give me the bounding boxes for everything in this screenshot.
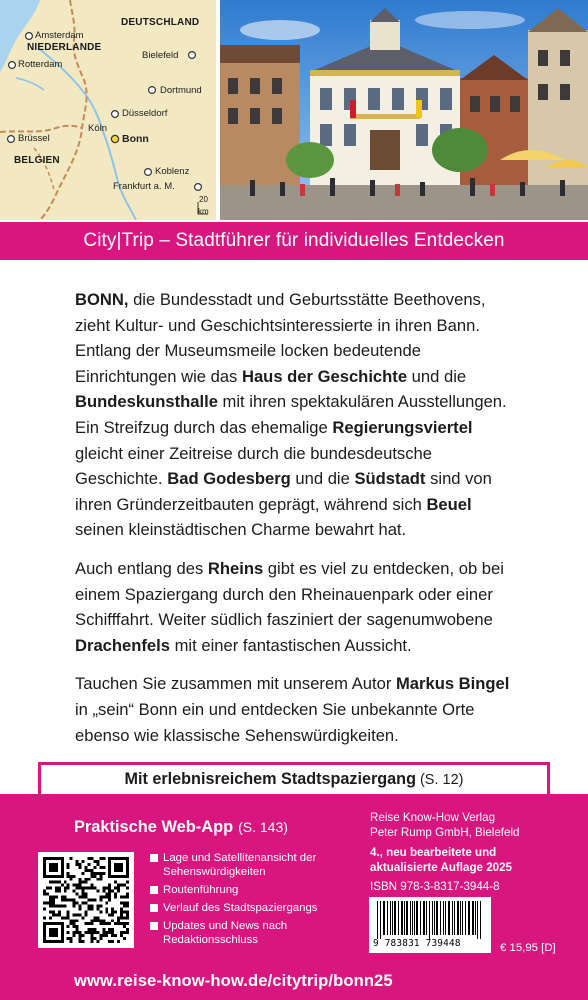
cover-top: [0, 0, 588, 220]
text-segment: mit ihren spektakulären Ausstellungen. Ein Streifzug durch das ehemalige: [75, 392, 507, 437]
map-country-belgium: BELGIEN: [14, 155, 60, 166]
feature-item: Lage und Satellitenansicht der Sehenswürdigkeiten: [150, 851, 350, 879]
webapp-feature-list: [150, 851, 350, 951]
isbn-number: ISBN 978-3-8317-3944-8: [370, 880, 500, 893]
blurb-text: [75, 287, 511, 761]
highlight-bundeskunsthalle: Bundeskunsthalle: [75, 392, 218, 412]
price-label: € 15,95 [D]: [500, 942, 556, 954]
edition-info: [370, 846, 580, 875]
city-walk-page-ref: (S. 12): [419, 772, 464, 788]
map-city-rotterdam: Rotterdam: [18, 59, 63, 70]
feature-item: Updates und News nach Redaktionsschluss: [150, 919, 350, 947]
text-segment: und die: [290, 469, 355, 489]
blurb-paragraph-3: [75, 671, 511, 748]
series-tagline: City|Trip – Stadtführer für individuelles Entdecken: [0, 222, 588, 260]
city-walk-label: Mit erlebnisreichem Stadtspaziergang: [124, 770, 416, 788]
blurb-intro-bold: BONN,: [75, 290, 129, 309]
highlight-drachenfels: Drachenfels: [75, 635, 170, 655]
webapp-url-link[interactable]: www.reise-know-how.de/citytrip/bonn25: [74, 971, 393, 990]
map-city-duesseldorf: Düsseldorf: [122, 108, 168, 119]
webapp-page-ref: (S. 143): [238, 819, 288, 835]
map-city-koblenz: Koblenz: [155, 166, 190, 177]
barcode: [369, 897, 491, 953]
map-city-amsterdam: Amsterdam: [35, 30, 84, 41]
highlight-rheins: Rheins: [207, 558, 264, 578]
map-country-netherlands: NIEDERLANDE: [27, 42, 102, 53]
text-segment: Auch entlang des: [75, 558, 208, 578]
text-segment: die Bundesstadt und Geburtsstätte Beethovens, zieht Kultur- und Geschichtsinteressierte in ihren Bann. Entlang der Museumsmeile locken bedeutende Einrichtungen wie das: [75, 290, 486, 386]
feature-item: Verlauf des Stadtspaziergangs: [150, 901, 350, 915]
map-country-germany: DEUTSCHLAND: [121, 17, 200, 28]
text-segment: gleicht einer Zeitreise durch die bundesdeutsche Geschichte.: [75, 443, 432, 489]
text-segment: und die: [407, 366, 467, 386]
text-segment: seinen kleinstädtischen Charme bewahrt hat.: [75, 520, 407, 540]
map-city-frankfurt: Frankfurt a. M.: [113, 181, 175, 192]
publisher-info: [370, 811, 580, 840]
map-scale-unit: km: [198, 207, 209, 216]
blurb-paragraph-1: [75, 287, 511, 543]
highlight-regierungsviertel: Regierungsviertel: [332, 417, 473, 437]
map-scale-value: 20: [199, 195, 208, 204]
map-graphic: [0, 0, 218, 220]
highlight-author: Markus Bingel: [395, 674, 510, 694]
webapp-heading: [74, 818, 288, 837]
qr-code-icon[interactable]: [38, 852, 134, 948]
city-walk-banner: [38, 762, 550, 794]
highlight-haus-der-geschichte: Haus der Geschichte: [241, 366, 408, 386]
map-city-bonn: Bonn: [122, 133, 149, 145]
publisher-name: Reise Know-How Verlag: [370, 811, 496, 824]
info-panel: [0, 794, 588, 1000]
qr-code-graphic: [43, 857, 129, 943]
barcode-digits: 9 783831 739448: [373, 938, 461, 949]
barcode-bars: [375, 901, 485, 939]
map-city-bielefeld: Bielefeld: [142, 50, 179, 61]
text-segment: mit einer fantastischen Aussicht.: [170, 635, 412, 655]
webapp-title: Praktische Web-App: [74, 818, 234, 836]
text-segment: Tauchen Sie zusammen mit unserem Autor: [75, 674, 396, 694]
edition-line: aktualisierte Auflage 2025: [370, 860, 512, 874]
photo-illustration: [220, 0, 588, 220]
map-city-dortmund: Dortmund: [160, 85, 202, 96]
text-segment: gibt es viel zu entdecken, ob bei einem Spaziergang durch den Rheinauenpark oder einer Schifffahrt. Weiter südlich fasziniert der sagenumwobene: [75, 558, 504, 630]
text-segment: in „sein“ Bonn ein und entdecken Sie unbekannte Orte ebenso wie klassische Sehenswürdigkeiten.: [75, 699, 475, 745]
blurb-paragraph-2: [75, 556, 511, 658]
highlight-bad-godesberg: Bad Godesberg: [167, 469, 291, 489]
feature-item: Routenführung: [150, 883, 350, 897]
publisher-company: Peter Rump GmbH, Bielefeld: [370, 825, 520, 839]
bonn-old-town-hall-photo: [220, 0, 588, 220]
text-segment: sind von ihren Gründerzeitbauten geprägt, während sich: [75, 469, 492, 514]
highlight-suedstadt: Südstadt: [354, 469, 426, 489]
map-city-koeln: Köln: [88, 123, 108, 134]
highlight-beuel: Beuel: [426, 494, 472, 514]
edition-line: 4., neu bearbeitete und: [370, 846, 497, 859]
locator-map: [0, 0, 218, 220]
map-city-bruessel: Brüssel: [18, 133, 50, 144]
